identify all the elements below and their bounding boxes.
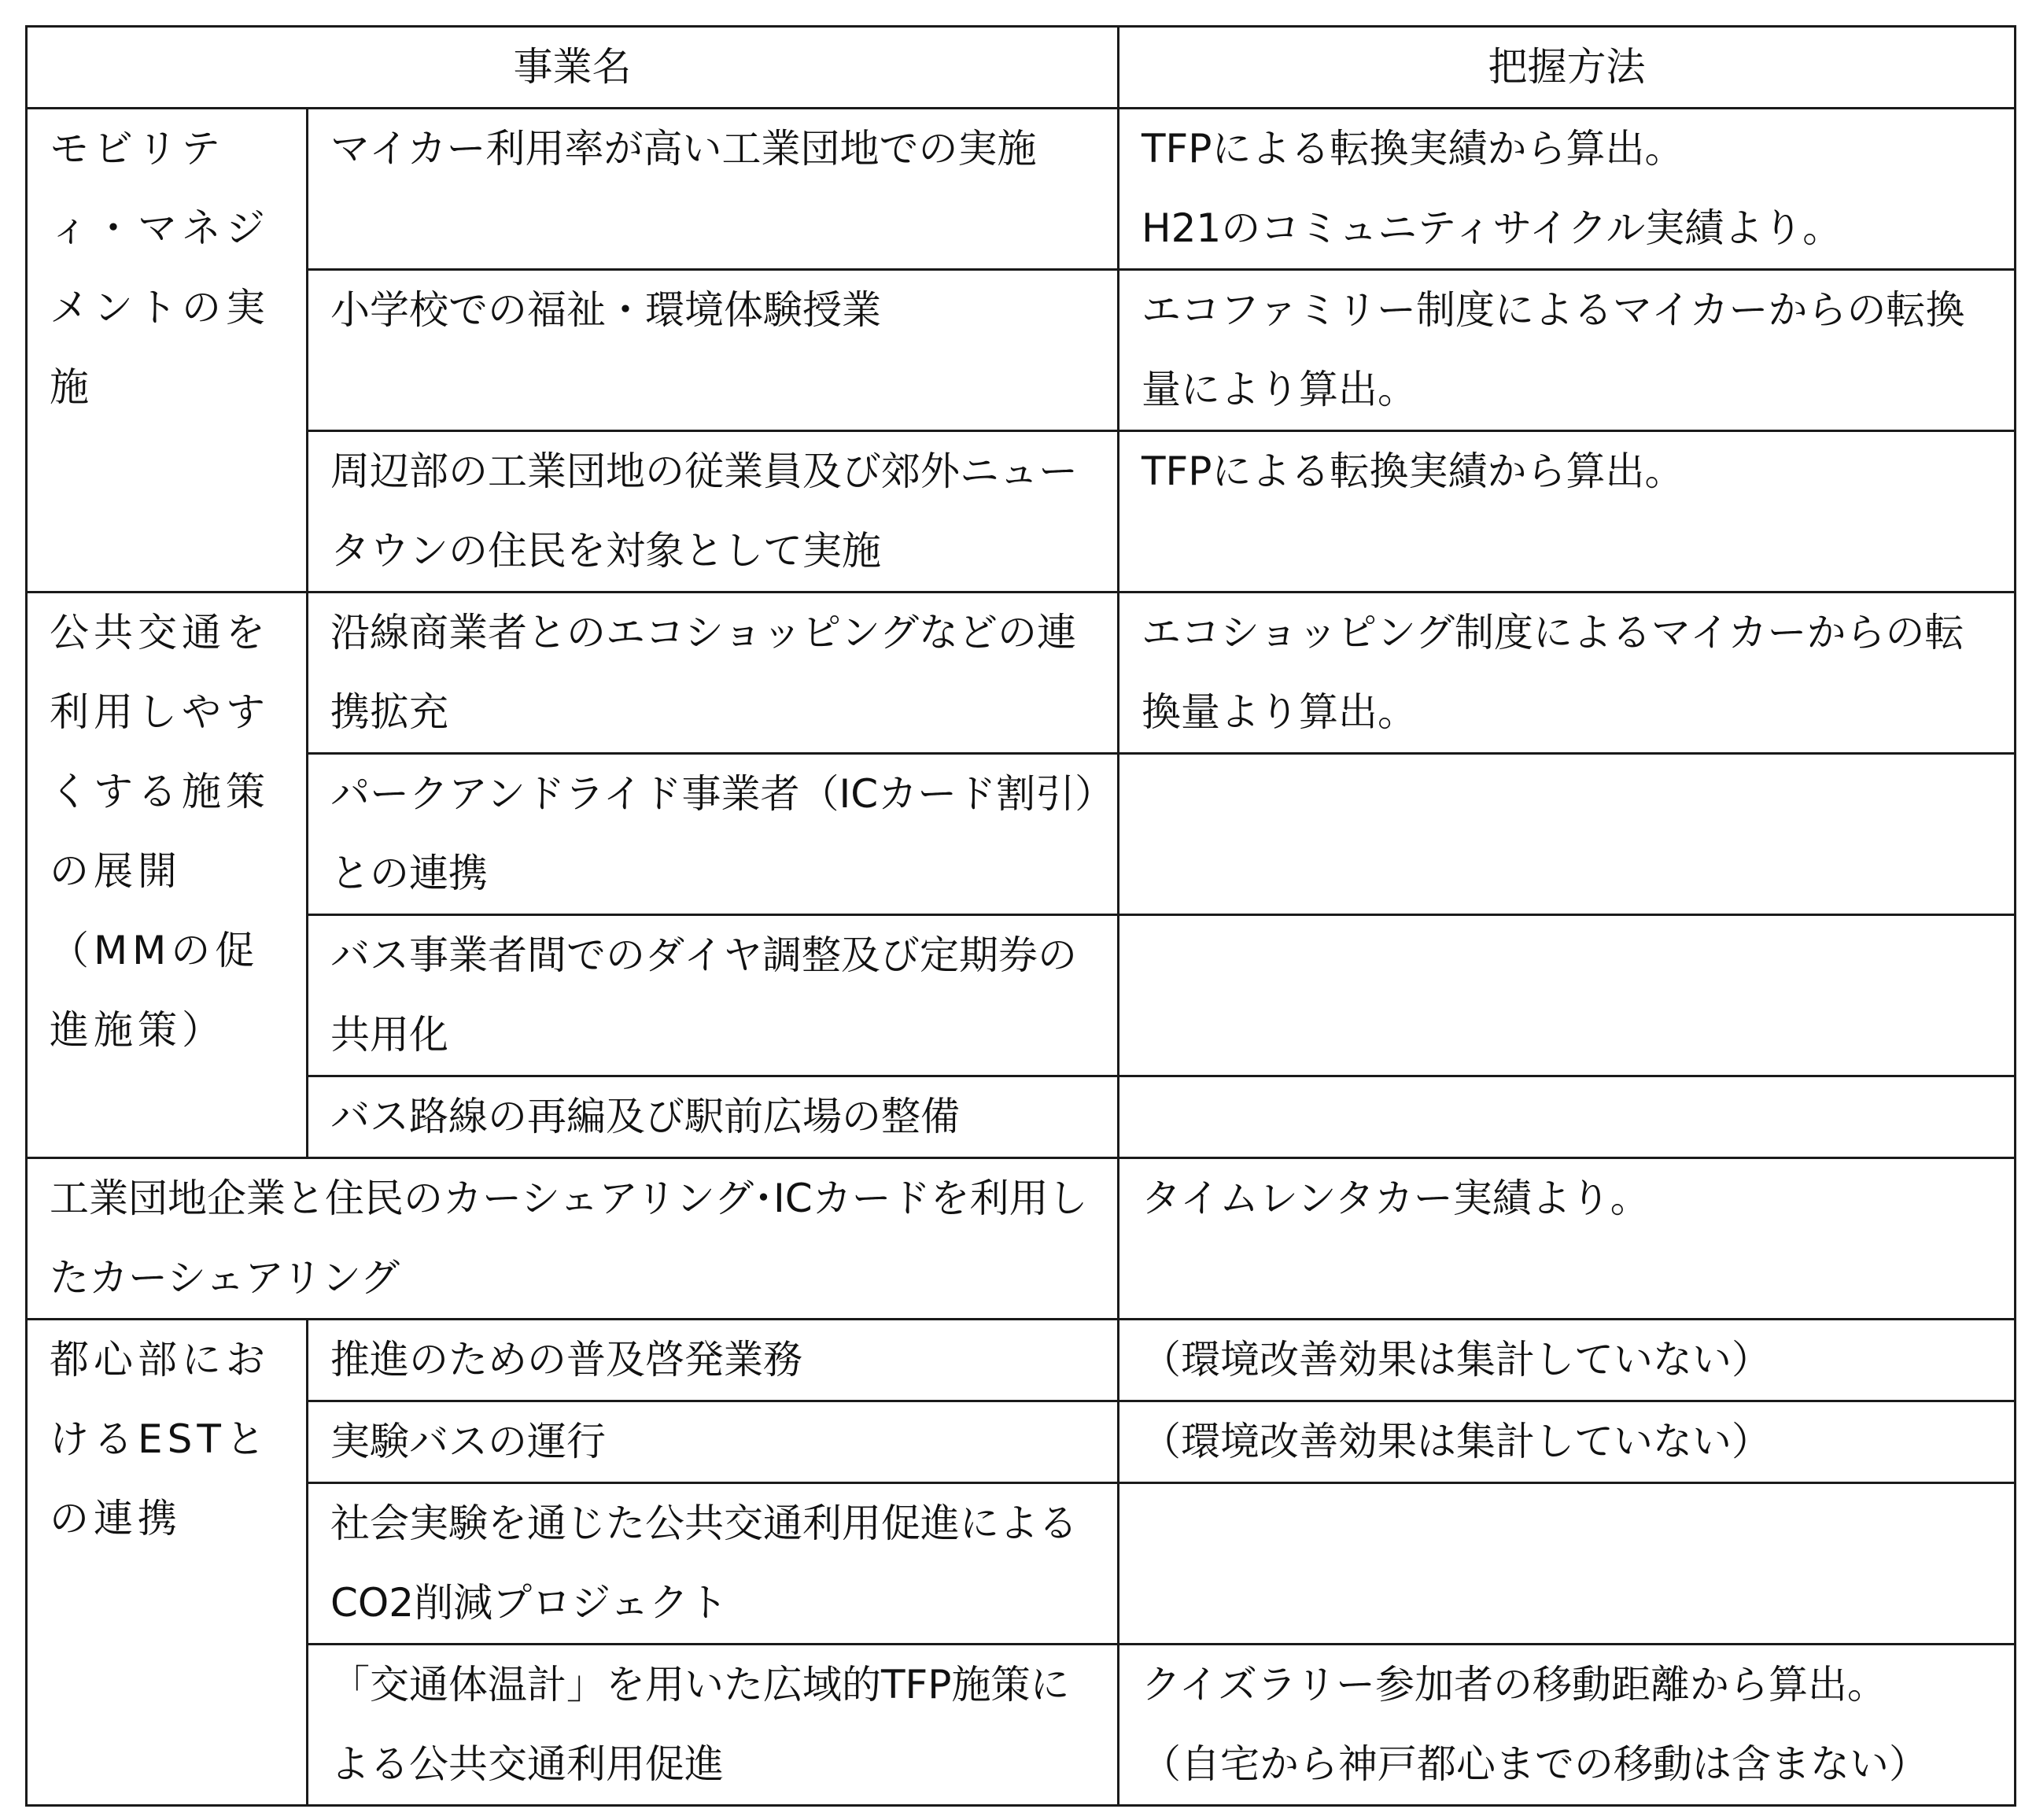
method-cell xyxy=(1119,754,2016,915)
table-row xyxy=(27,915,2016,1076)
project-cell: バス路線の再編及び駅前広場の整備 xyxy=(308,1076,1119,1158)
measures-table xyxy=(25,25,2016,1807)
project-cell: 周辺部の工業団地の従業員及び郊外ニュータウンの住民を対象として実施 xyxy=(308,431,1119,593)
method-cell: タイムレンタカー実績より。 xyxy=(1119,1158,2016,1320)
method-cell xyxy=(1119,915,2016,1076)
table-row xyxy=(27,1401,2016,1483)
method-line: H21のコミュニティサイクル実績より。 xyxy=(1142,205,1842,251)
table-row xyxy=(27,1483,2016,1645)
project-cell: 実験バスの運行 xyxy=(308,1401,1119,1483)
project-cell: 「交通体温計」を用いた広域的TFP施策による公共交通利用促進 xyxy=(308,1645,1119,1806)
category-note: （MMの促進施策） xyxy=(50,928,260,1053)
category-label: モビリティ・マネジメントの実施 xyxy=(50,126,270,410)
table-row xyxy=(27,1076,2016,1158)
method-line: （自宅から神戸都心までの移動は含まない） xyxy=(1142,1741,1928,1787)
header-method: 把握方法 xyxy=(1119,27,2016,109)
category-label: 都心部におけるESTとの連携 xyxy=(50,1337,270,1541)
project-cell: バス事業者間でのダイヤ調整及び定期券の共用化 xyxy=(308,915,1119,1076)
method-cell: エコファミリー制度によるマイカーからの転換量により算出。 xyxy=(1119,270,2016,431)
category-label: 公共交通を利用しやすくする施策の展開 xyxy=(50,610,270,894)
category-cell xyxy=(27,109,308,593)
method-cell xyxy=(1119,1076,2016,1158)
header-project-name: 事業名 xyxy=(27,27,1119,109)
project-cell: 推進のための普及啓発業務 xyxy=(308,1320,1119,1401)
project-cell: 社会実験を通じた公共交通利用促進によるCO2削減プロジェクト xyxy=(308,1483,1119,1645)
project-cell: パークアンドライド事業者（ICカード割引）との連携 xyxy=(308,754,1119,915)
method-cell: TFPによる転換実績から算出。 xyxy=(1119,431,2016,593)
table-row xyxy=(27,1320,2016,1401)
table-row xyxy=(27,593,2016,754)
table-row xyxy=(27,1645,2016,1806)
method-cell: エコショッピング制度によるマイカーからの転換量より算出。 xyxy=(1119,593,2016,754)
method-cell: （環境改善効果は集計していない） xyxy=(1119,1320,2016,1401)
project-cell: 小学校での福祉・環境体験授業 xyxy=(308,270,1119,431)
table-row xyxy=(27,270,2016,431)
project-cell: マイカー利用率が高い工業団地での実施 xyxy=(308,109,1119,270)
project-cell-full: 工業団地企業と住民のカーシェアリング･ICカードを利用したカーシェアリング xyxy=(27,1158,1119,1320)
category-cell xyxy=(27,593,308,1158)
method-line: クイズラリー参加者の移動距離から算出。 xyxy=(1142,1662,1887,1707)
method-cell xyxy=(1119,109,2016,270)
method-line: TFPによる転換実績から算出。 xyxy=(1142,126,1684,172)
table-row xyxy=(27,1158,2016,1320)
table-row xyxy=(27,754,2016,915)
category-cell xyxy=(27,1320,308,1806)
method-cell xyxy=(1119,1645,2016,1806)
method-cell xyxy=(1119,1483,2016,1645)
method-cell: （環境改善効果は集計していない） xyxy=(1119,1401,2016,1483)
table-row xyxy=(27,431,2016,593)
project-cell: 沿線商業者とのエコショッピングなどの連携拡充 xyxy=(308,593,1119,754)
table-row xyxy=(27,109,2016,270)
header-row xyxy=(27,27,2016,109)
